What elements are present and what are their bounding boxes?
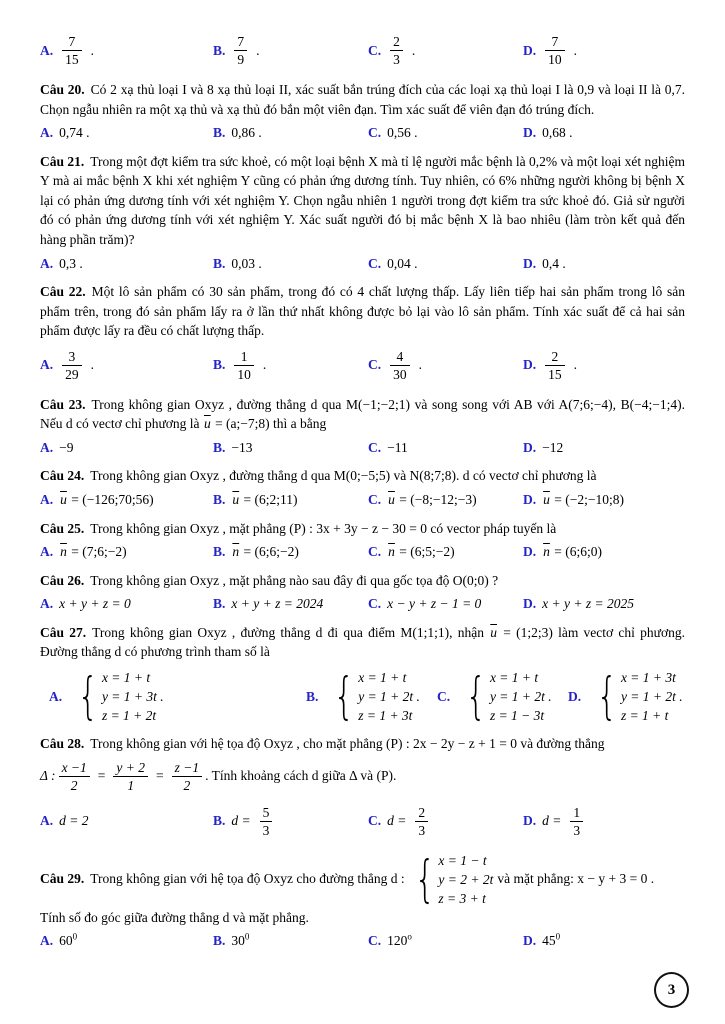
options-row [40, 254, 685, 274]
option-a [49, 668, 306, 725]
option-d [523, 490, 685, 510]
option-letter: D. [523, 933, 537, 949]
option-letter: B. [213, 813, 226, 829]
question-stem: Câu 29. Trong không gian với hệ tọa độ Oxyz cho đường thẳng d : { x = 1 − t y = 2 + 2t z = 3 + t và mặt phẳng: x − y + 3 = 0 . [40, 851, 685, 908]
question-25 [40, 519, 685, 562]
question-stem: Câu 22. Một lô sản phẩm có 30 sản phẩm, trong đó có 4 chất lượng thấp. Lấy liên tiếp hai sản phẩm trong lô sản phẩm trên, trong đó sản phẩm lấy ra ở lần thứ nhất không được bỏ lại vào lô sản phẩm. Tính xác suất để cả hai sản phẩm được lấy ra đều có chất lượng thấp. [40, 284, 685, 339]
question-28 [40, 734, 685, 842]
question-stem: Câu 28. Trong không gian với hệ tọa độ Oxyz , cho mặt phẳng (P) : 2x − 2y − z + 1 = 0 và đường thẳng [40, 735, 605, 751]
fraction: $\frac{1}{10}$ [234, 348, 254, 383]
option-value: $30^0$ [231, 931, 250, 949]
option-value: $\overline{n}$ = (7;6;−2) [60, 544, 127, 560]
option-suffix: . [573, 42, 577, 58]
option-b: B. $\frac{1}{10}$ . [213, 348, 267, 382]
question-label: Câu 26. [40, 572, 85, 588]
option-letter: C. [437, 688, 451, 704]
option-value: −12 [542, 439, 564, 455]
option-value: 0,03 . [231, 255, 262, 271]
option-letter: A. [49, 688, 63, 704]
fraction: $\frac{1}{3}$ [570, 804, 583, 839]
option-d [523, 438, 685, 458]
option-letter: B. [213, 439, 226, 455]
option-c [368, 30, 523, 71]
option-d [523, 542, 685, 562]
option-a [40, 30, 213, 71]
option-a [40, 542, 213, 562]
vector-u: $\overline{u}$ [232, 492, 240, 507]
question-stem: Câu 23. Trong không gian Oxyz , đường thẳng d qua M(−1;−2;1) và song song với AB với A(7;6;−4), B(−4;−1;4). Nếu d có vectơ chỉ phương là $\overline{u}$ = (a;−7;8) thì a bằng [40, 396, 685, 432]
question-stem: Câu 25. Trong không gian Oxyz , mặt phẳng (P) : 3x + 3y − z − 30 = 0 có vector pháp tuyến là [40, 520, 557, 536]
option-letter: D. [568, 688, 582, 704]
option-value: 0,3 . [59, 255, 83, 271]
option-value: $\overline{n}$ = (6;6;−2) [232, 544, 299, 560]
question-stem: Câu 20. Có 2 xạ thủ loại I và 8 xạ thủ loại II, xác suất bắn trúng đích của các loại xạ thủ loại I là 0,9 và loại II là 0,7. Chọn ngẫu nhiên ra một xạ thủ và xạ thủ đó bắn một viên đạn. Tìm xác suất để viên đạn đó trúng đích. [40, 82, 685, 117]
option-b [213, 254, 368, 274]
option-letter: B. [306, 688, 319, 704]
option-a [40, 931, 213, 951]
option-letter: A. [40, 125, 54, 141]
option-letter: D. [523, 255, 537, 271]
question-27 [40, 623, 685, 725]
fraction: $\frac{2}{3}$ [415, 804, 428, 839]
options-row [40, 438, 685, 458]
option-value: x + y + z = 0 [59, 596, 131, 612]
options-row [40, 345, 685, 386]
options-row-carryover [40, 30, 685, 71]
option-d [523, 931, 685, 951]
option-c [437, 668, 568, 725]
question-label: Câu 22. [40, 284, 86, 300]
option-letter: A. [40, 255, 54, 271]
option-a [40, 811, 213, 831]
option-letter: B. [213, 42, 226, 58]
option-value: d = 2 [59, 813, 89, 829]
fraction: $\frac{z -1}{2}$ [172, 759, 203, 794]
option-value: 0,56 . [387, 125, 418, 141]
option-letter: D. [523, 813, 537, 829]
option-suffix: . [90, 42, 94, 58]
fraction: $\frac{2}{3}$ [390, 33, 403, 68]
option-value: 120$^o$ [387, 931, 412, 949]
option-letter: B. [213, 492, 226, 507]
fraction: $\frac{7}{15}$ [62, 33, 82, 68]
option-b [213, 30, 368, 71]
option-suffix: . [256, 42, 260, 58]
vector-n: $\overline{n}$ [232, 544, 240, 560]
option-d [568, 668, 687, 725]
option-letter: B. [213, 125, 226, 141]
options-row [40, 668, 685, 725]
option-a [40, 438, 213, 458]
option-b: B. d = $\frac{5}{3}$ [213, 801, 368, 842]
option-letter: C. [368, 255, 382, 271]
vector-u: $\overline{u}$ [203, 416, 211, 432]
option-value: −11 [387, 439, 408, 455]
option-letter: C. [368, 439, 382, 455]
option-d: D. $\frac{2}{15}$ . [523, 348, 577, 382]
options-row [40, 801, 685, 842]
question-23 [40, 395, 685, 458]
parametric-system: { x = 1 + t y = 1 + 3t . z = 1 + 2t [72, 668, 164, 725]
option-value: $\overline{u}$ = (−8;−12;−3) [388, 492, 477, 507]
option-letter: D. [523, 544, 537, 560]
options-row [40, 594, 685, 614]
fraction: $\frac{2}{15}$ [545, 348, 565, 383]
option-b [213, 594, 368, 614]
option-value: $\overline{n}$ = (6;6;0) [543, 544, 602, 560]
question-stem: Câu 24. Trong không gian Oxyz , đường thẳng d qua M(0;−5;5) và N(8;7;8). d có vectơ chỉ phương là [40, 468, 597, 484]
option-value: x − y + z − 1 = 0 [387, 596, 482, 612]
option-value: −13 [231, 439, 253, 455]
option-d [523, 254, 685, 274]
option-value: x + y + z = 2025 [542, 596, 634, 612]
option-letter: A. [40, 813, 54, 829]
option-b [306, 668, 437, 725]
option-value: 0,4 . [542, 255, 566, 271]
option-b [213, 931, 368, 951]
question-22 [40, 282, 685, 386]
option-c: C. $\frac{4}{30}$ . [368, 348, 422, 382]
option-d [523, 594, 685, 614]
question-label: Câu 24. [40, 468, 85, 484]
options-row [40, 542, 685, 562]
vector-n: $\overline{n}$ [543, 544, 550, 560]
vector-u: $\overline{u}$ [543, 492, 550, 507]
fraction: $\frac{7}{10}$ [545, 33, 565, 68]
parametric-system: { x = 1 + t y = 1 + 2t . z = 1 + 3t [328, 668, 420, 725]
option-letter: D. [523, 492, 537, 507]
option-letter: B. [213, 933, 226, 949]
option-value: −9 [59, 439, 74, 455]
option-letter: A. [40, 492, 54, 507]
option-letter: D. [523, 357, 537, 373]
option-letter: D. [523, 125, 537, 141]
option-suffix: . [411, 42, 416, 58]
option-letter: B. [213, 255, 226, 271]
question-label: Câu 29. [40, 871, 85, 887]
option-value: $\overline{u}$ = (−2;−10;8) [543, 492, 624, 507]
option-c [368, 594, 523, 614]
question-label: Câu 23. [40, 396, 86, 412]
option-a: A. $\frac{3}{29}$ . [40, 348, 94, 382]
option-d [523, 30, 685, 71]
question-label: Câu 20. [40, 82, 85, 97]
option-value: 0,68 . [542, 125, 573, 141]
fraction: $\frac{x -1}{2}$ [59, 759, 90, 794]
option-letter: A. [40, 439, 54, 455]
option-letter: B. [213, 596, 226, 612]
option-letter: A. [40, 933, 54, 949]
option-c [368, 931, 523, 951]
vector-n: $\overline{n}$ [60, 544, 67, 560]
fraction: $\frac{y + 2}{1}$ [113, 759, 148, 794]
question-20 [40, 80, 685, 143]
option-letter: B. [213, 357, 226, 373]
option-letter: D. [523, 596, 537, 612]
option-value: $\overline{u}$ = (6;2;11) [232, 492, 298, 507]
fraction: $\frac{7}{9}$ [234, 33, 247, 68]
option-c [368, 438, 523, 458]
option-letter: B. [213, 544, 226, 560]
option-letter: C. [368, 492, 382, 507]
question-label: Câu 28. [40, 735, 85, 751]
parametric-system: { x = 1 + 3t y = 1 + 2t . z = 1 + t [591, 668, 683, 725]
vector-u: $\overline{u}$ [388, 492, 395, 507]
question-21 [40, 152, 685, 273]
option-value: 0,74 . [59, 125, 90, 141]
option-b [213, 542, 368, 562]
option-letter: C. [368, 42, 382, 58]
option-b [213, 490, 368, 510]
option-a [40, 123, 213, 143]
option-d: D. d = $\frac{1}{3}$ [523, 801, 685, 842]
option-b [213, 123, 368, 143]
option-letter: C. [368, 357, 382, 373]
delta-equation: Δ : $\frac{x -1}{2}$ = $\frac{y + 2}{1}$ = $\frac{z -1}{2}$ . Tính khoảng cách d giữa Δ và (P). [40, 759, 397, 793]
option-letter: D. [523, 439, 537, 455]
option-value: $\overline{n}$ = (6;5;−2) [388, 544, 455, 560]
option-c [368, 542, 523, 562]
fraction: $\frac{3}{29}$ [62, 348, 82, 383]
option-a [40, 254, 213, 274]
question-stem: Câu 26. Trong không gian Oxyz , mặt phẳng nào sau đây đi qua gốc tọa độ O(0;0) ? [40, 572, 499, 588]
question-26 [40, 571, 685, 614]
options-row [40, 123, 685, 143]
option-letter: A. [40, 42, 54, 58]
option-value: 0,04 . [387, 255, 418, 271]
option-letter: C. [368, 596, 382, 612]
question-29 [40, 851, 685, 951]
question-24 [40, 466, 685, 509]
option-value: 0,86 . [231, 125, 262, 141]
option-letter: C. [368, 125, 382, 141]
option-c [368, 254, 523, 274]
question-label: Câu 25. [40, 520, 85, 536]
option-c [368, 490, 523, 510]
vector-n: $\overline{n}$ [388, 544, 395, 560]
vector-u: $\overline{u}$ [60, 492, 67, 507]
question-stem: Câu 21. Trong một đợt kiểm tra sức khoẻ, có một loại bệnh X mà tỉ lệ người mắc bệnh là 0,2% và một loại xét nghiệm Y mà ai mắc bệnh X khi xét nghiệm Y cũng có phản ứng dương tính. Tuy nhiên, có 6% những người không bị bệnh X lại có phản ứng dương tính với xét nghiệm Y. Chọn ngẫu nhiên 1 người trong đợt kiểm tra sức khoẻ đó. Giả sử người đó có phản ứng dương tính với xét nghiệm Y. Xác suất người đó bị mắc bệnh X là bao nhiêu (làm tròn kết quả đến hàng phần trăm)? [40, 153, 685, 247]
option-letter: A. [40, 596, 54, 612]
parametric-system: { x = 1 + t y = 1 + 2t . z = 1 − 3t [460, 668, 552, 725]
option-c [368, 123, 523, 143]
option-letter: D. [523, 42, 537, 58]
vector-u: $\overline{u}$ [490, 624, 497, 640]
question-label: Câu 21. [40, 153, 85, 169]
options-row [40, 490, 685, 510]
option-letter: A. [40, 544, 54, 560]
option-b [213, 438, 368, 458]
option-a [40, 594, 213, 614]
options-row [40, 931, 685, 951]
question-stem: Câu 27. Trong không gian Oxyz , đường thẳng d đi qua điểm M(1;1;1), nhận $\overline{u}$ = (1;2;3) làm vectơ chỉ phương. Đường thẳng d có phương trình tham số là [40, 624, 685, 660]
option-letter: A. [40, 357, 54, 373]
option-value: $45^0$ [542, 931, 561, 949]
option-c: C. d = $\frac{2}{3}$ [368, 801, 523, 842]
fraction: $\frac{4}{30}$ [390, 348, 410, 383]
option-letter: C. [368, 813, 382, 829]
question-stem-line2: Tính số đo góc giữa đường thẳng d và mặt phẳng. [40, 909, 309, 925]
option-d [523, 123, 685, 143]
option-a [40, 490, 213, 510]
option-value: $\overline{u}$ = (−126;70;56) [60, 492, 154, 507]
option-letter: C. [368, 544, 382, 560]
option-letter: C. [368, 933, 382, 949]
fraction: $\frac{5}{3}$ [260, 804, 273, 839]
question-label: Câu 27. [40, 624, 87, 640]
option-value: $60^0$ [59, 931, 78, 949]
page-number-badge: 3 [654, 972, 689, 1008]
option-value: x + y + z = 2024 [231, 596, 324, 612]
parametric-system: { x = 1 − t y = 2 + 2t z = 3 + t [409, 851, 494, 908]
